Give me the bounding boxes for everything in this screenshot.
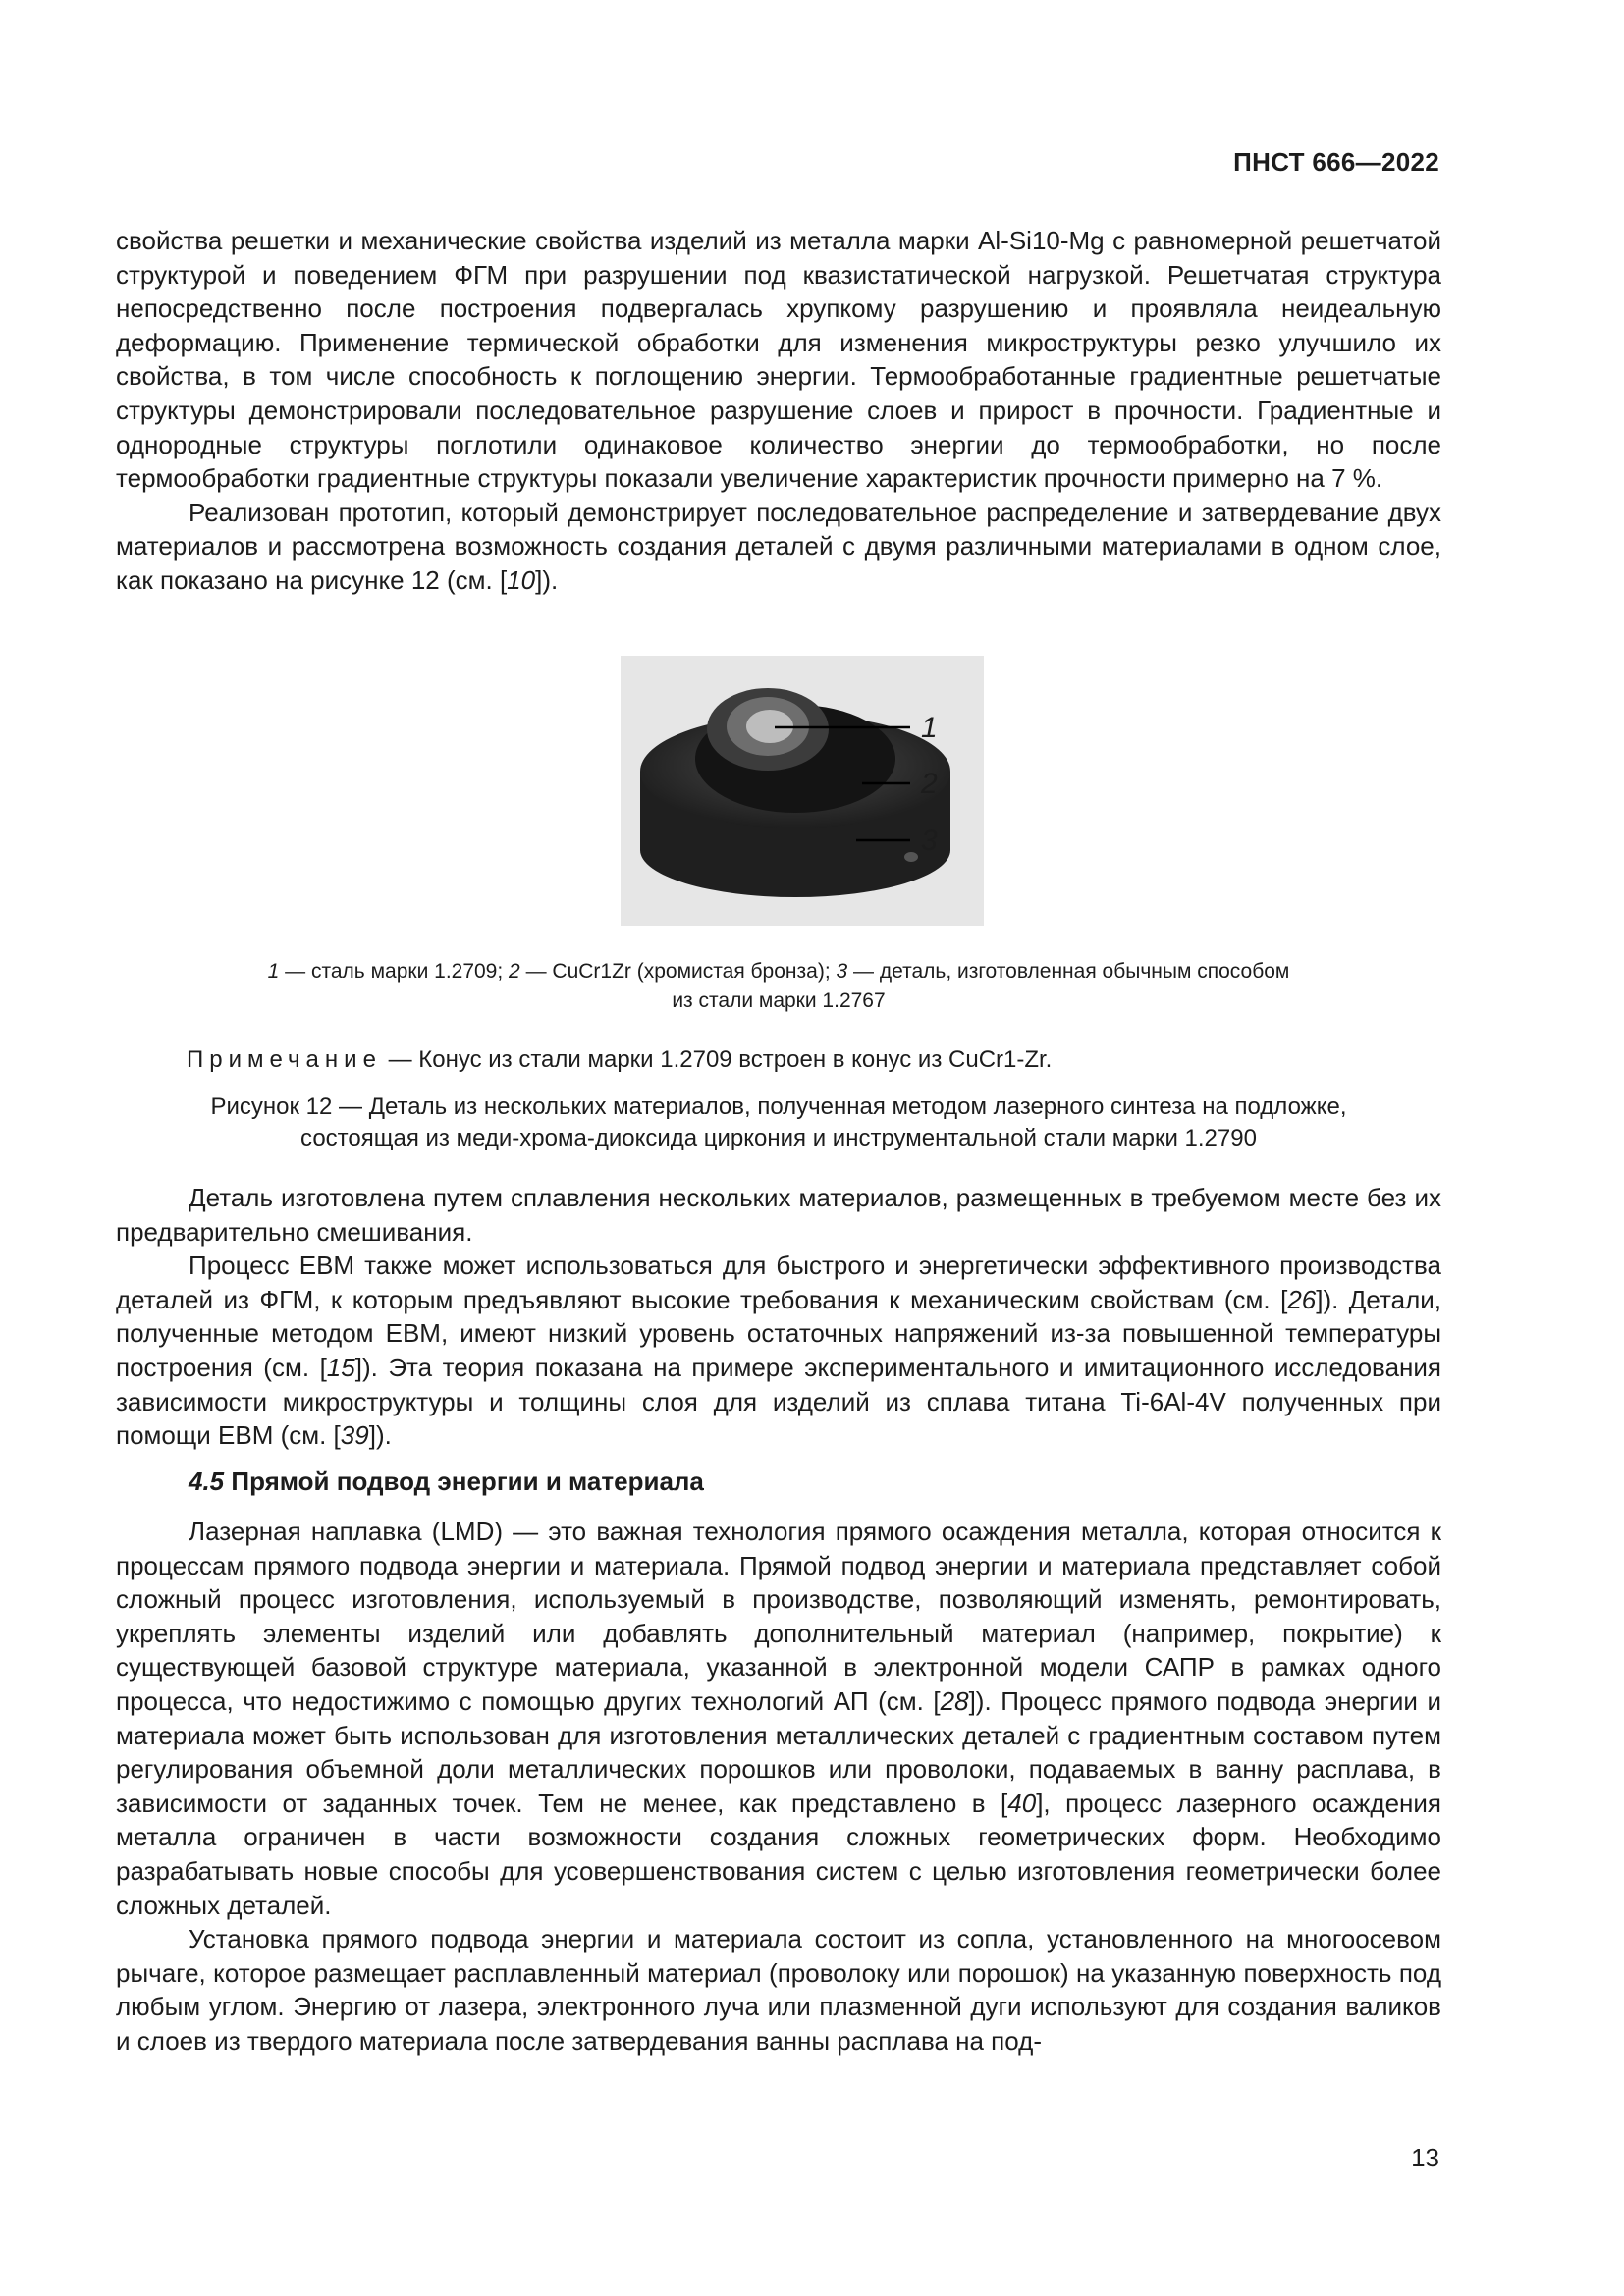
paragraph: свойства решетки и механические свойства изделий из металла марки Al-Si10-Mg с равномерной решетчатой структурой и поведением ФГМ при разрушении под квазистатической нагрузкой. Решетчатая структура непосредственно после построения подвергалась хрупкому разрушению и проявляла неидеальную деформацию. Применение термической обработки для изменения микроструктуры резко улучшило их свойства, в том числе способность к поглощению энергии. Термообработанные градиентные решетчатые структуры демонстрировали последовательное разрушение слоев и прирост в прочности. Градиентные и однородные структуры поглотили одинаковое количество энергии до термообработки, но после термообработки градиентные структуры показали увеличение характеристик прочности примерно на 7 %. xyxy=(116,226,1441,494)
paragraph: Деталь изготовлена путем сплавления нескольких материалов, размещенных в требуемом месте без их предварительно смешивания. xyxy=(116,1183,1441,1247)
section-title: Прямой подвод энергии и материала xyxy=(224,1467,704,1496)
paragraph xyxy=(116,1515,1441,1922)
legend-line: из стали марки 1.2767 xyxy=(672,989,886,1012)
reference-number: 10 xyxy=(507,564,536,595)
paragraph xyxy=(116,1249,1441,1453)
callout-1: 1 xyxy=(921,712,938,744)
legend-text: — деталь, изготовленная обычным способом xyxy=(847,960,1290,983)
note-label: Примечание xyxy=(187,1046,382,1073)
side-hole xyxy=(904,852,918,862)
text-run: ], процесс лазерного осаждения металла ограничен в части возможности создания сложных геометрических форм. Необходимо разрабатывать новые способы для усовершенствования систем с целью изготовления геометрически более сложных деталей. xyxy=(116,1788,1441,1920)
legend-key: 2 xyxy=(509,960,520,983)
text-run: ]). xyxy=(535,564,559,595)
callout-2: 2 xyxy=(921,768,938,800)
reference-number: 15 xyxy=(326,1352,355,1382)
page-number: 13 xyxy=(1411,2143,1439,2172)
legend-text: — сталь марки 1.2709; xyxy=(279,960,510,983)
text-run: ]). Эта теория показана на примере экспериментального и имитационного исследования зависимости микроструктуры и толщины слоя для изделий из сплава титана Ti-6Al-4V полученных при помощи EBM (см. [ xyxy=(116,1352,1442,1451)
legend-key: 3 xyxy=(836,960,848,983)
text-run: ]). xyxy=(368,1420,392,1451)
text-run: Процесс EBM также может использоваться для быстрого и энергетически эффективного производства деталей из ФГМ, к которым предъявляют высокие требования к механическим свойствам (см. [ xyxy=(116,1251,1441,1314)
text-run: Лазерная наплавка (LMD) — это важная технология прямого осаждения металла, которая относится к процессам прямого подвода энергии и материала. Прямой подвод энергии и материала представляет собой сложный процесс изготовления, используемый в производстве, позволяющий изменять, ремонтировать, укреплять элементы изделий или добавлять дополнительный материал (например, покрытие) к существующей базовой структуре материала, указанной в электронной модели САПР в рамках одного процесса, что недостижимо с помощью других технологий АП (см. [ xyxy=(116,1517,1441,1716)
text-block-bottom xyxy=(116,1515,1441,2058)
figure-caption xyxy=(116,1092,1441,1154)
caption-line: Рисунок 12 — Деталь из нескольких материалов, полученная методом лазерного синтеза на подложке, xyxy=(210,1094,1347,1120)
reference-number: 28 xyxy=(940,1685,969,1716)
figure-legend xyxy=(116,957,1441,1016)
callout-3: 3 xyxy=(921,825,938,857)
figure-photo xyxy=(621,656,984,926)
text-run: ]). Процесс прямого подвода энергии и материала может быть использован для изготовления металлических деталей с градиентным составом путем регулирования объемной доли металлических порошков или проволоки, подаваемых в ванну расплава, в зависимости от заданных точек. Тем не менее, как представлено в [ xyxy=(116,1685,1441,1818)
legend-key: 1 xyxy=(267,960,280,983)
reference-number: 39 xyxy=(340,1420,369,1451)
text-run: ]). Детали, полученные методом EBM, имеют низкий уровень остаточных напряжений из-за повышенной температуры построения (см. [ xyxy=(116,1284,1441,1382)
legend-text: — CuCr1Zr (хромистая бронза); xyxy=(519,960,837,983)
paragraph xyxy=(116,496,1441,598)
text-block-middle xyxy=(116,1181,1441,1453)
figure-note xyxy=(187,1046,1052,1074)
section-number: 4.5 xyxy=(189,1467,225,1496)
legend-line xyxy=(116,957,1441,987)
reference-number: 26 xyxy=(1287,1284,1317,1314)
section-heading xyxy=(189,1467,704,1497)
text-run: Реализован прототип, который демонстрирует последовательное распределение и затвердевание двух материалов и рассмотрена возможность создания деталей с двумя различными материалами в одном слое, как показано на рисунке 12 (см. [ xyxy=(116,497,1441,595)
paragraph: Установка прямого подвода энергии и материала состоит из сопла, установленного на многоосевом рычаге, которое размещает расплавленный материал (проволоку или порошок) на указанную поверхность под любым углом. Энергию от лазера, электронного луча или плазменной дуги используют для создания валиков и слоев из твердого материала после затвердевания ванны расплава на под- xyxy=(116,1924,1441,2056)
document-id: ПНСТ 666—2022 xyxy=(1233,147,1439,177)
text-block-top xyxy=(116,224,1441,598)
part-photo-illustration xyxy=(621,656,1082,926)
note-text: — Конус из стали марки 1.2709 встроен в конус из CuCr1-Zr. xyxy=(381,1046,1053,1073)
reference-number: 40 xyxy=(1007,1788,1037,1818)
caption-line: состоящая из меди-хрома-диоксида циркония и инструментальной стали марки 1.2790 xyxy=(300,1125,1257,1151)
